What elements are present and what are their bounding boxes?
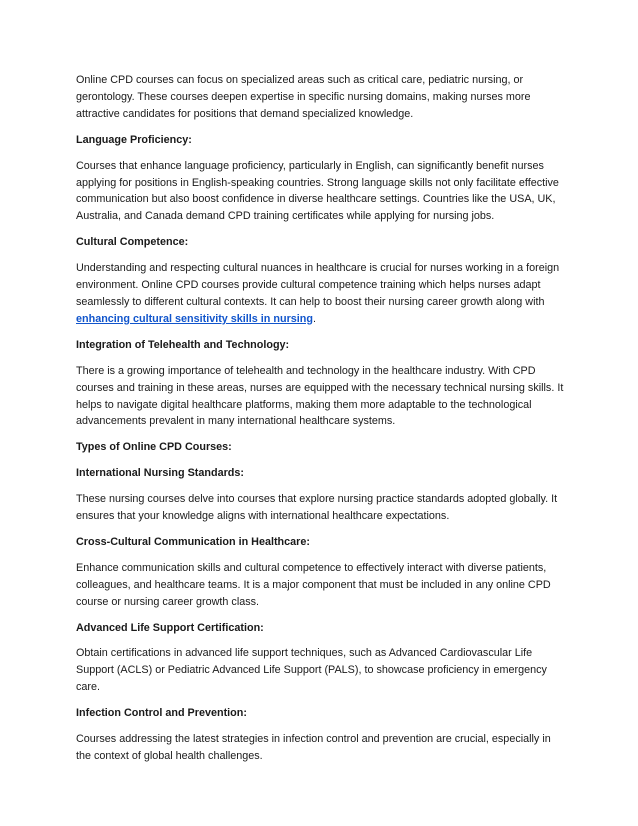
paragraph-language-proficiency: Courses that enhance language proficiency, particularly in English, can significantly benefit nurses applying for positions in English-speaking countries. Strong language skills not only facilitate effective communication but also boost confidence in diverse healthcare settings. Countries like the USA, UK, Australia, and Canada demand CPD training certificates while applying for nursing jobs.: [76, 159, 559, 223]
intro-paragraph: Online CPD courses can focus on specialized areas such as critical care, pediatric nursing, or gerontology. These courses deepen expertise in specific nursing domains, making nurses more attractive candidates for positions that demand specialized knowledge.: [76, 74, 531, 120]
paragraph-cultural-competence: [76, 260, 566, 328]
heading-infection-control: Infection Control and Prevention:: [76, 707, 247, 720]
paragraph-telehealth: There is a growing importance of telehealth and technology in the healthcare industry. With CPD courses and training in these areas, nurses are equipped with the necessary technical nursing skills. It helps to navigate digital healthcare platforms, making them more adaptable to the technological advancements prevalent in many international healthcare systems.: [76, 364, 564, 428]
cultural-sensitivity-link[interactable]: enhancing cultural sensitivity skills in nursing: [76, 312, 313, 325]
heading-advanced-life-support: Advanced Life Support Certification:: [76, 621, 264, 634]
cultural-text-before-link: Understanding and respecting cultural nuances in healthcare is crucial for nurses working in a foreign environment. Online CPD courses provide cultural competence training which helps nurses adapt seamlessly to different cultural contexts. It can help to boost their nursing career growth along with: [76, 262, 560, 308]
paragraph-infection-control: Courses addressing the latest strategies in infection control and prevention are crucial, especially in the context of global health challenges.: [76, 733, 551, 762]
heading-cultural-competence: Cultural Competence:: [76, 236, 189, 249]
heading-cross-cultural: Cross-Cultural Communication in Healthcare:: [76, 535, 310, 548]
heading-telehealth: Integration of Telehealth and Technology:: [76, 338, 290, 351]
cultural-text-after-link: .: [313, 312, 316, 325]
heading-language-proficiency: Language Proficiency:: [76, 133, 192, 146]
document-page: [76, 72, 566, 774]
heading-international-standards: International Nursing Standards:: [76, 467, 244, 480]
paragraph-international-standards: These nursing courses delve into courses that explore nursing practice standards adopted globally. It ensures that your knowledge aligns with international healthcare expectations.: [76, 493, 558, 523]
paragraph-cross-cultural: Enhance communication skills and cultural competence to effectively interact with diverse patients, colleagues, and healthcare teams. It is a major component that must be included in any online CPD course or nursing career growth class.: [76, 561, 551, 608]
heading-types-of-courses: Types of Online CPD Courses:: [76, 441, 232, 454]
paragraph-advanced-life-support: Obtain certifications in advanced life support techniques, such as Advanced Cardiovascular Life Support (ACLS) or Pediatric Advanced Life Support (PALS), to showcase proficiency in emergency care.: [76, 647, 547, 694]
